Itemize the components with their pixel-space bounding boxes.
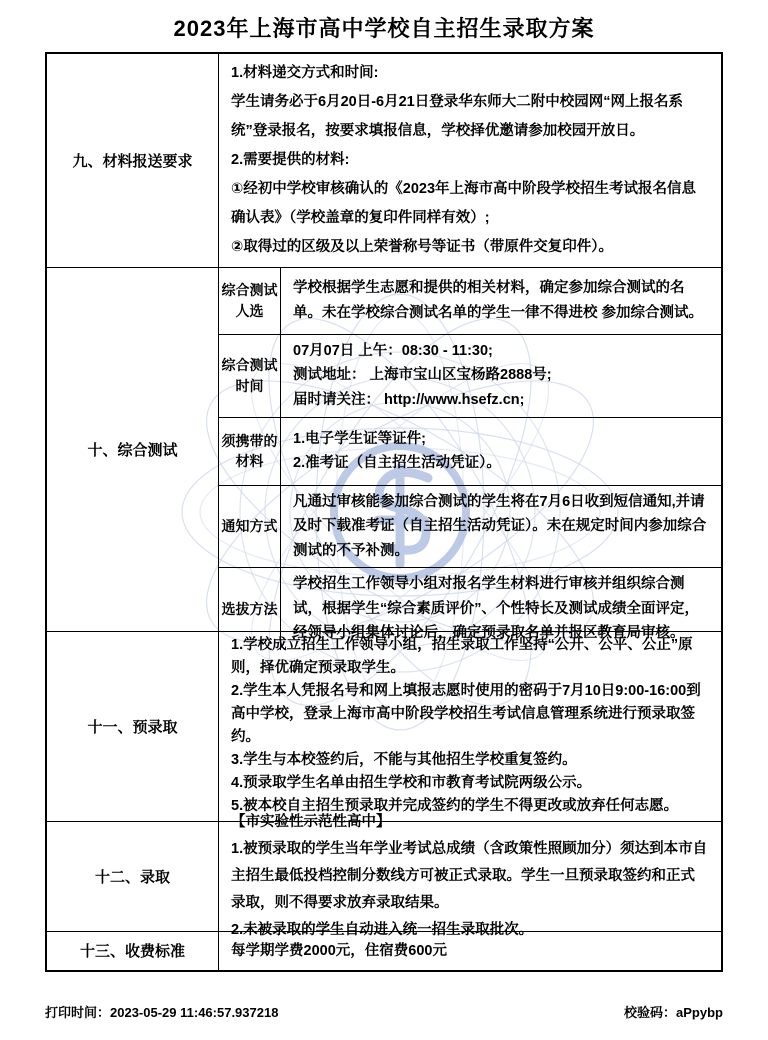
row-label-pre-admission: 十一、预录取 <box>47 632 219 821</box>
sublabel-test-candidates: 综合测试人选 <box>219 268 281 334</box>
sublabel-required-materials: 须携带的材料 <box>219 418 281 485</box>
subrow-content <box>281 268 721 334</box>
print-time-value: 2023-05-29 11:46:57.937218 <box>110 1005 279 1020</box>
paragraph: 学生请务必于6月20日-6月21日登录华东师大二附中校园网“网上报名系统”登录报名，按要求填报信息，学校择优邀请参加校园开放日。 <box>231 93 683 139</box>
table-row-admission <box>47 813 721 938</box>
page-title: 2023年上海市高中学校自主招生录取方案 <box>173 16 595 41</box>
subrow-test-candidates <box>219 268 721 334</box>
checksum <box>624 1002 723 1021</box>
subrow-content <box>281 486 721 568</box>
paragraph: 4.预录取学生名单由招生学校和市教育考试院两级公示。 <box>231 775 592 792</box>
subrow-notification-method <box>219 485 721 568</box>
row-label-comprehensive-test: 十、综合测试 <box>47 268 219 631</box>
print-time-label: 打印时间： <box>45 1005 111 1020</box>
checksum-value: aPpybp <box>676 1005 723 1020</box>
row-content-fees <box>219 932 721 970</box>
row-label-fees: 十三、收费标准 <box>47 932 219 970</box>
paragraph: 3.学生与本校签约后，不能与其他招生学校重复签约。 <box>231 752 577 769</box>
paragraph: 【市实验性示范性高中】 <box>231 813 391 830</box>
paragraph: 07月07日 上午：08:30 - 11:30; <box>293 342 493 359</box>
sublabel-selection-method: 选拔方法 <box>219 568 281 650</box>
paragraph: 测试地址： 上海市宝山区宝杨路2888号; <box>293 367 552 384</box>
row-content-materials <box>219 54 721 267</box>
row-content-pre-admission <box>219 632 721 821</box>
paragraph: ②取得过的区级及以上荣誉称号等证书（带原件交复印件）。 <box>231 238 614 255</box>
paragraph: 学校招生工作领导小组对报名学生材料进行审核并组织综合测试，根据学生“综合素质评价”、个性特长及测试成绩全面评定，经领导小组集体讨论后，确定预录取名单并报区教育局审核。 <box>293 576 699 642</box>
paragraph: 1.学校成立招生工作领导小组，招生录取工作坚持“公开、公平、公正”原则，择优确定预录取学生。 <box>231 637 693 677</box>
admission-plan-table <box>45 52 723 972</box>
subrow-content <box>281 418 721 485</box>
print-time <box>45 1002 278 1021</box>
paragraph: 2.需要提供的材料: <box>231 151 350 168</box>
row-label-materials: 九、材料报送要求 <box>47 54 219 267</box>
row-content-admission <box>219 813 721 938</box>
paragraph: 2.准考证（自主招生活动凭证）。 <box>293 455 501 472</box>
subrow-group <box>219 268 721 642</box>
table-row-materials <box>47 54 721 267</box>
subrow-test-time <box>219 334 721 417</box>
subrow-content <box>281 335 721 417</box>
paragraph: 1.电子学生证等证件; <box>293 430 426 447</box>
paragraph: 届时请关注： http://www.hsefz.cn; <box>293 391 525 408</box>
sublabel-notification-method: 通知方式 <box>219 486 281 568</box>
table-row-fees <box>47 931 721 970</box>
page-footer <box>45 1002 723 1021</box>
paragraph: 5.被本校自主招生预录取并完成签约的学生不得更改或放弃任何志愿。 <box>231 798 679 815</box>
paragraph: ①经初中学校审核确认的《2023年上海市高中阶段学校招生考试报名信息确认表》（学校盖章的复印件同样有效）; <box>231 180 697 226</box>
paragraph: 每学期学费2000元，住宿费600元 <box>231 942 447 959</box>
paragraph: 1.材料递交方式和时间: <box>231 64 379 81</box>
sublabel-test-time: 综合测试时间 <box>219 335 281 417</box>
paragraph: 学校根据学生志愿和提供的相关材料，确定参加综合测试的名单。未在学校综合测试名单的学生一律不得进校 参加综合测试。 <box>293 280 704 321</box>
table-row-pre-admission <box>47 631 721 821</box>
paragraph: 2.未被录取的学生自动进入统一招生录取批次。 <box>231 921 534 938</box>
checksum-label: 校验码： <box>624 1005 677 1020</box>
table-row-comprehensive-test <box>47 267 721 642</box>
row-label-admission: 十二、录取 <box>47 822 219 931</box>
subrow-required-materials <box>219 417 721 485</box>
paragraph: 2.学生本人凭报名号和网上填报志愿时使用的密码于7月10日9:00-16:00到高中学校，登录上海市高中阶段学校招生考试信息管理系统进行预录取签约。 <box>231 683 701 746</box>
paragraph: 1.被预录取的学生当年学业考试总成绩（含政策性照顾加分）须达到本市自主招生最低投档控制分数线方可被正式录取。学生一旦预录取签约和正式录取，则不得要求放弃录取结果。 <box>231 840 708 911</box>
paragraph: 凡通过审核能参加综合测试的学生将在7月6日收到短信通知,并请及时下载准考证（自主招生活动凭证）。未在规定时间内参加综合测试的不予补测。 <box>293 493 707 559</box>
